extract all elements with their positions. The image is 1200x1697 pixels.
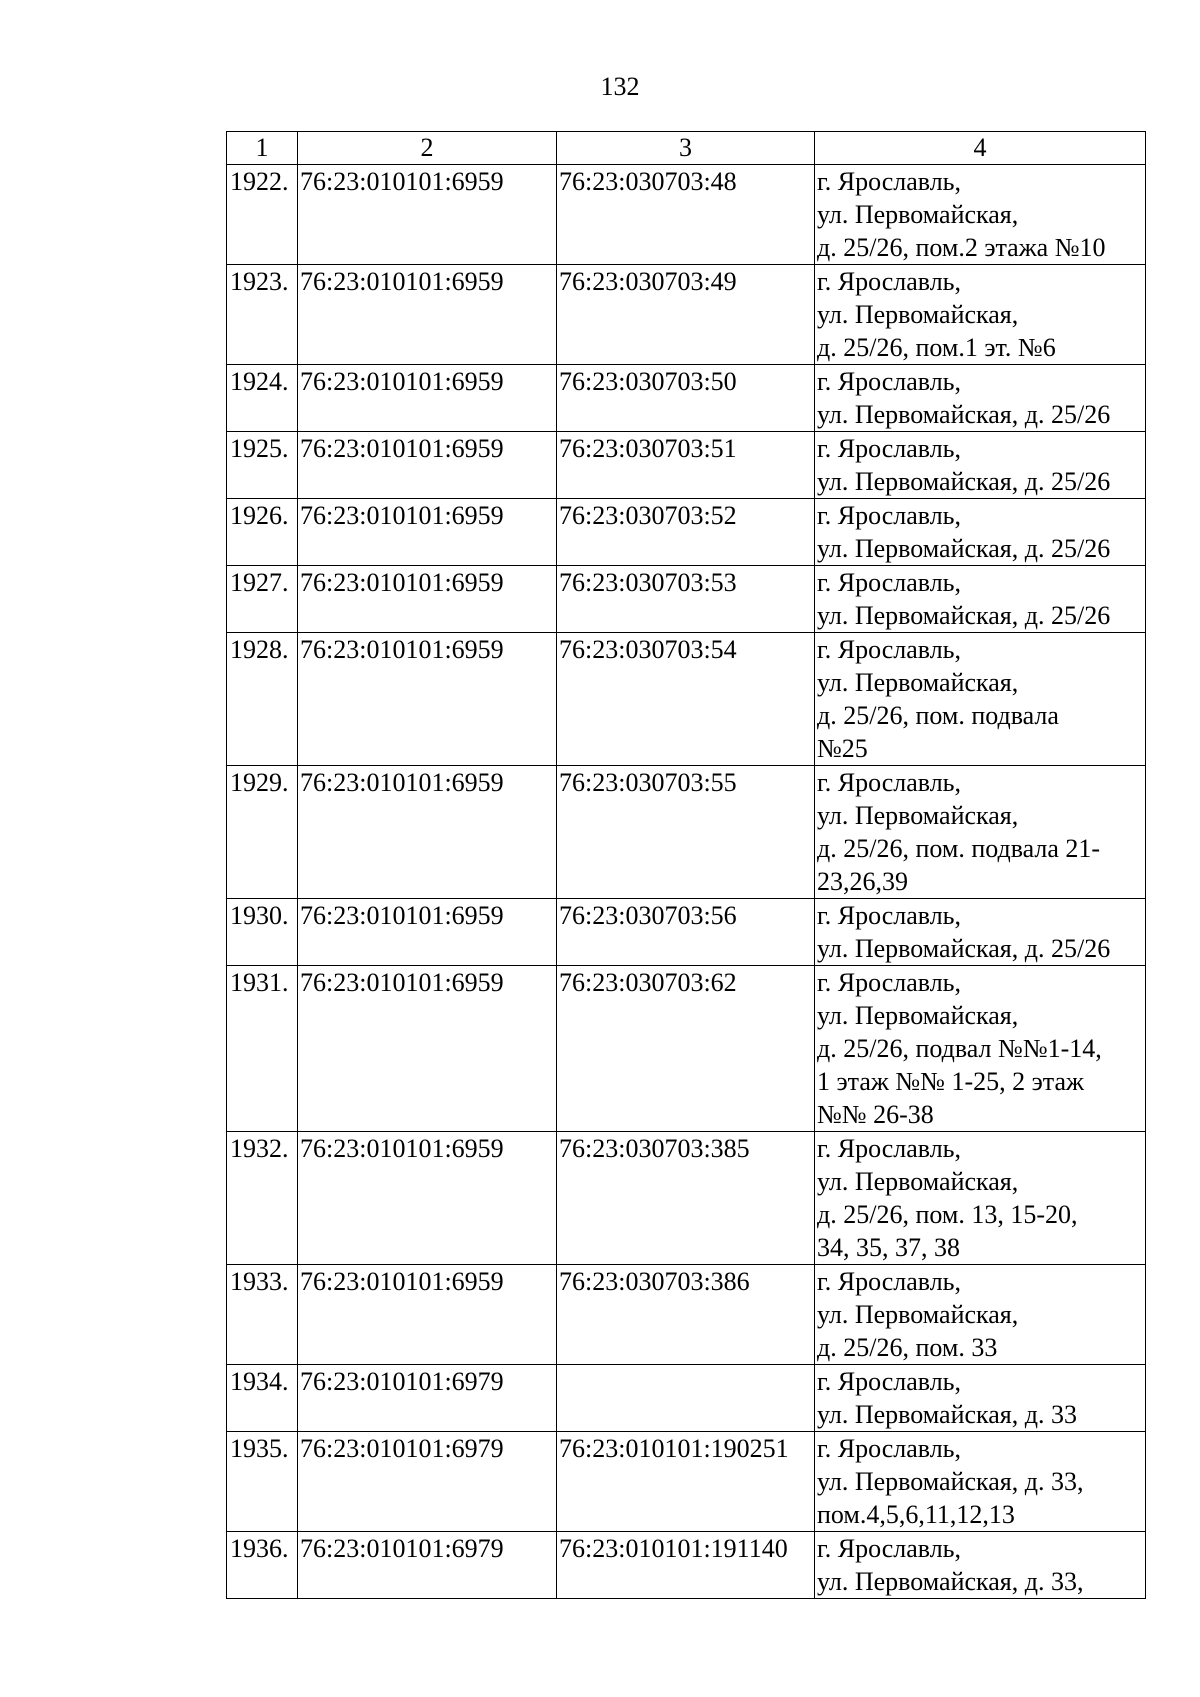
- cadastral-number-cell: 76:23:010101:6959: [298, 966, 557, 1132]
- cadastral-number-cell: 76:23:010101:6959: [298, 899, 557, 966]
- cadastral-number-cell: 76:23:010101:6959: [298, 432, 557, 499]
- row-number-cell: 1933.: [227, 1265, 298, 1365]
- table-row: [227, 432, 1146, 499]
- row-number-cell: 1922.: [227, 165, 298, 265]
- table-row: [227, 1132, 1146, 1265]
- address-cell: г. Ярославль, ул. Первомайская, д. 25/26: [815, 432, 1146, 499]
- cadastral-number-cell: 76:23:030703:48: [557, 165, 815, 265]
- cadastral-number-cell: 76:23:030703:50: [557, 365, 815, 432]
- cadastral-number-cell: 76:23:030703:386: [557, 1265, 815, 1365]
- table-row: [227, 1432, 1146, 1532]
- address-cell: г. Ярославль, ул. Первомайская, д. 33: [815, 1365, 1146, 1432]
- row-number-cell: 1927.: [227, 566, 298, 633]
- address-cell: г. Ярославль, ул. Первомайская, д. 25/26, пом.1 эт. №6: [815, 265, 1146, 365]
- cadastral-number-cell: 76:23:010101:6959: [298, 566, 557, 633]
- cadastral-number-cell: 76:23:010101:191140: [557, 1532, 815, 1599]
- row-number-cell: 1932.: [227, 1132, 298, 1265]
- table-row: [227, 899, 1146, 966]
- cadastral-number-cell: 76:23:030703:385: [557, 1132, 815, 1265]
- cadastral-number-cell: 76:23:010101:6959: [298, 1265, 557, 1365]
- row-number-cell: 1924.: [227, 365, 298, 432]
- table-row: [227, 633, 1146, 766]
- address-cell: г. Ярославль, ул. Первомайская, д. 25/26, пом. подвала №25: [815, 633, 1146, 766]
- column-header-1: 1: [227, 132, 298, 165]
- table-header-row: [227, 132, 1146, 165]
- table-row: [227, 1265, 1146, 1365]
- cadastral-number-cell: 76:23:030703:51: [557, 432, 815, 499]
- address-cell: г. Ярославль, ул. Первомайская, д. 25/26: [815, 499, 1146, 566]
- cadastral-number-cell: 76:23:010101:6979: [298, 1532, 557, 1599]
- row-number-cell: 1926.: [227, 499, 298, 566]
- row-number-cell: 1936.: [227, 1532, 298, 1599]
- address-cell: г. Ярославль, ул. Первомайская, д. 25/26, пом. подвала 21- 23,26,39: [815, 766, 1146, 899]
- table-row: [227, 165, 1146, 265]
- row-number-cell: 1934.: [227, 1365, 298, 1432]
- cadastral-number-cell: 76:23:030703:56: [557, 899, 815, 966]
- table-row: [227, 1532, 1146, 1599]
- table-row: [227, 966, 1146, 1132]
- row-number-cell: 1923.: [227, 265, 298, 365]
- row-number-cell: 1930.: [227, 899, 298, 966]
- address-cell: г. Ярославль, ул. Первомайская, д. 25/26, подвал №№1-14, 1 этаж №№ 1-25, 2 этаж №№ 26-38: [815, 966, 1146, 1132]
- cadastral-number-cell: 76:23:030703:55: [557, 766, 815, 899]
- address-cell: г. Ярославль, ул. Первомайская, д. 25/26: [815, 899, 1146, 966]
- cadastral-number-cell: 76:23:010101:6959: [298, 365, 557, 432]
- address-cell: г. Ярославль, ул. Первомайская, д. 25/26, пом. 33: [815, 1265, 1146, 1365]
- cadastral-number-cell: 76:23:010101:6959: [298, 766, 557, 899]
- cadastral-number-cell: 76:23:010101:6979: [298, 1432, 557, 1532]
- column-header-3: 3: [557, 132, 815, 165]
- cadastral-number-cell: 76:23:010101:6959: [298, 633, 557, 766]
- address-cell: г. Ярославль, ул. Первомайская, д. 25/26: [815, 365, 1146, 432]
- cadastral-number-cell: 76:23:030703:53: [557, 566, 815, 633]
- cadastral-number-cell: 76:23:030703:54: [557, 633, 815, 766]
- table-row: [227, 566, 1146, 633]
- cadastral-number-cell: 76:23:010101:6979: [298, 1365, 557, 1432]
- cadastral-number-cell: 76:23:030703:49: [557, 265, 815, 365]
- address-cell: г. Ярославль, ул. Первомайская, д. 25/26: [815, 566, 1146, 633]
- cadastral-number-cell: 76:23:010101:6959: [298, 1132, 557, 1265]
- registry-table: [226, 131, 1146, 1599]
- table-row: [227, 1365, 1146, 1432]
- table-row: [227, 766, 1146, 899]
- table-row: [227, 499, 1146, 566]
- cadastral-number-cell: 76:23:030703:62: [557, 966, 815, 1132]
- cadastral-number-cell: 76:23:010101:6959: [298, 265, 557, 365]
- address-cell: г. Ярославль, ул. Первомайская, д. 33, пом.4,5,6,11,12,13: [815, 1432, 1146, 1532]
- cadastral-number-cell: 76:23:010101:6959: [298, 165, 557, 265]
- table-row: [227, 265, 1146, 365]
- table-row: [227, 365, 1146, 432]
- row-number-cell: 1928.: [227, 633, 298, 766]
- column-header-2: 2: [298, 132, 557, 165]
- address-cell: г. Ярославль, ул. Первомайская, д. 25/26, пом. 13, 15-20, 34, 35, 37, 38: [815, 1132, 1146, 1265]
- page-number: 132: [600, 72, 640, 101]
- column-header-4: 4: [815, 132, 1146, 165]
- row-number-cell: 1929.: [227, 766, 298, 899]
- cadastral-number-cell: 76:23:010101:190251: [557, 1432, 815, 1532]
- row-number-cell: 1935.: [227, 1432, 298, 1532]
- row-number-cell: 1931.: [227, 966, 298, 1132]
- cadastral-number-cell: 76:23:010101:6959: [298, 499, 557, 566]
- row-number-cell: 1925.: [227, 432, 298, 499]
- address-cell: г. Ярославль, ул. Первомайская, д. 33,: [815, 1532, 1146, 1599]
- cadastral-number-cell: 76:23:030703:52: [557, 499, 815, 566]
- cadastral-number-cell: [557, 1365, 815, 1432]
- address-cell: г. Ярославль, ул. Первомайская, д. 25/26, пом.2 этажа №10: [815, 165, 1146, 265]
